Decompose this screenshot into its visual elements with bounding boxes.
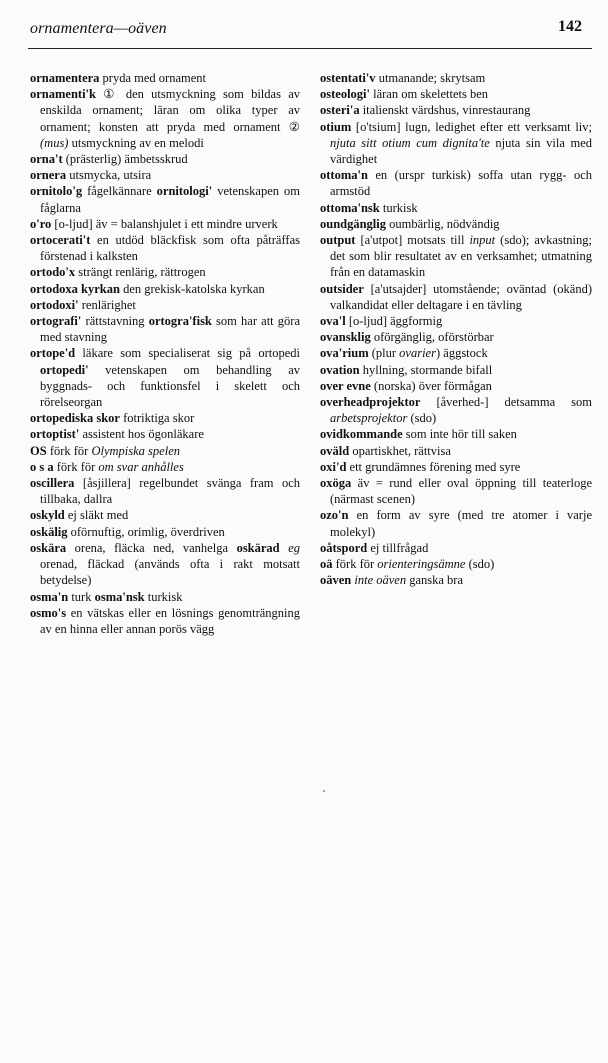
definition-text: turkisk	[144, 589, 183, 604]
definition-text: vetenskapen om behandling av byggnads- och funktionsfel i skelett och rörelseorgan	[40, 362, 300, 410]
dictionary-entry	[30, 475, 300, 507]
definition-text: förk för	[46, 443, 92, 458]
dictionary-entry	[320, 540, 592, 556]
definition-text: renlärighet	[78, 297, 136, 312]
dictionary-entry	[320, 556, 592, 572]
headword: overheadprojektor	[320, 395, 421, 410]
headword: ortope'd	[30, 346, 76, 361]
headword: ortopedi'	[40, 362, 89, 377]
headword: ornamentera	[30, 71, 100, 85]
definition-text: ganska bra	[406, 573, 464, 588]
definition-text: turk	[68, 589, 95, 604]
definition-text: (prästerlig) ämbetsskrud	[62, 152, 188, 167]
definition-text: ett grundämnes förening med syre	[346, 459, 521, 474]
headword: ornitologi'	[156, 184, 213, 199]
definition-text: en vätskas eller en lösnings genomträngning av en hinna eller annan porös vägg	[40, 605, 300, 636]
dictionary-entry	[30, 313, 300, 345]
running-head: ornamentera—oäven	[30, 20, 167, 37]
headword: ovation	[320, 362, 360, 377]
definition-text: ) äggstock	[435, 346, 488, 361]
italic-text: arbetsprojektor	[330, 411, 408, 426]
dictionary-entry	[30, 459, 300, 475]
italic-text: (mus)	[40, 135, 69, 150]
dictionary-column-right	[320, 70, 592, 589]
dictionary-entry	[320, 281, 592, 313]
headword: o'ro	[30, 216, 52, 231]
headword: oä	[320, 557, 333, 572]
definition-text: en (urspr turkisk) soffa utan rygg- och armstöd	[330, 168, 592, 199]
italic-text: orienteringsämne	[377, 557, 466, 572]
dictionary-entry	[30, 589, 300, 605]
dictionary-entry	[320, 426, 592, 442]
dictionary-entry	[320, 102, 592, 118]
dictionary-entry	[30, 264, 300, 280]
definition-text: italienskt värdshus, vinrestaurang	[359, 103, 531, 118]
definition-text: oförnuftig, orimlig, överdriven	[67, 524, 225, 539]
page-number: 142	[558, 18, 582, 35]
definition-text: utsmycka, utsira	[66, 168, 152, 183]
definition-text: ej tillfrågad	[367, 540, 429, 555]
headword: ova'l	[320, 314, 346, 329]
definition-text: fotriktiga skor	[119, 411, 195, 426]
definition-text: assistent hos ögonläkare	[79, 427, 204, 442]
headword: ornitolo'g	[30, 184, 83, 199]
header-rule	[28, 48, 592, 49]
dictionary-entry	[320, 86, 592, 102]
definition-text: rättstavning	[81, 314, 149, 329]
definition-text: som inte hör till saken	[402, 427, 517, 442]
definition-text: pryda med ornament	[99, 71, 206, 85]
headword: otium	[320, 119, 352, 134]
italic-text: om svar anhålles	[98, 459, 184, 474]
headword: ovidkommande	[320, 427, 403, 442]
dictionary-entry	[30, 151, 300, 167]
dictionary-entry	[320, 167, 592, 199]
dictionary-entry	[320, 572, 592, 588]
definition-text: ej släkt med	[64, 508, 129, 523]
dictionary-entry	[320, 345, 592, 361]
dictionary-entry	[320, 459, 592, 475]
dictionary-entry	[30, 167, 300, 183]
definition-text: (plur	[368, 346, 400, 361]
dictionary-entry	[320, 378, 592, 394]
definition-text: (sdo); avkastning; det som blir resultatet av en verksamhet; utmatning från en datamaskin	[330, 233, 592, 280]
definition-text: [åverhed-] detsamma som	[420, 395, 592, 410]
definition-text: strängt renlärig, rättrogen	[75, 265, 206, 280]
headword: oxöga	[320, 476, 352, 491]
definition-text: [o'tsium] lugn, ledighet efter ett verksamt liv;	[351, 119, 592, 134]
italic-text: ovarier	[399, 346, 436, 361]
dictionary-entry	[320, 329, 592, 345]
dictionary-entry	[320, 394, 592, 426]
headword: ostentati'v	[320, 71, 376, 85]
headword: oskälig	[30, 524, 68, 539]
headword: oskyld	[30, 508, 65, 523]
headword: osma'n	[30, 589, 69, 604]
headword: ortocerati't	[30, 233, 91, 248]
headword: osteologi'	[320, 87, 370, 102]
dictionary-entry	[320, 362, 592, 378]
headword: oskära	[30, 540, 67, 555]
dictionary-entry	[30, 345, 300, 410]
dictionary-entry	[30, 605, 300, 637]
italic-text: njuta sitt otium cum dignita'te	[330, 135, 490, 150]
definition-text: en utdöd bläckfisk som ofta påträffas förstenad i kalksten	[40, 233, 300, 264]
headword: ortogra'fisk	[148, 314, 212, 329]
italic-text: Olympiska spelen	[91, 443, 180, 458]
dictionary-entry	[30, 70, 300, 86]
headword: ortoptist'	[30, 427, 80, 442]
headword: oåtspord	[320, 540, 368, 555]
definition-text: [a'utsajder] utomstående; oväntad (okänd) valkandidat eller deltagare i en tävling	[330, 281, 592, 312]
italic-text: inte oäven	[354, 573, 407, 588]
headword: oväld	[320, 443, 350, 458]
definition-text: den grekisk-katolska kyrkan	[119, 281, 265, 296]
definition-text: (norska) över förmågan	[370, 378, 492, 393]
headword: osma'nsk	[94, 589, 145, 604]
definition-text: förk för	[332, 557, 378, 572]
definition-text: som har att göra med stavning	[40, 314, 300, 345]
dictionary-entry	[30, 297, 300, 313]
dictionary-entry	[30, 410, 300, 426]
definition-text: [o-ljud] äv = balanshjulet i ett mindre urverk	[51, 216, 278, 231]
dictionary-entry	[30, 232, 300, 264]
headword: o s a	[30, 459, 54, 474]
headword: output	[320, 233, 356, 248]
headword: oxi'd	[320, 459, 347, 474]
dictionary-entry	[30, 426, 300, 442]
definition-text: utmanande; skrytsam	[375, 71, 486, 85]
definition-text: [a'utpot] motsats till	[355, 233, 470, 248]
headword: orna't	[30, 152, 63, 167]
print-speck	[323, 790, 325, 792]
definition-text: oumbärlig, nödvändig	[386, 216, 500, 231]
definition-text: oförgänglig, oförstörbar	[370, 330, 494, 345]
italic-text: eg	[288, 540, 300, 555]
headword: oäven	[320, 573, 352, 588]
definition-text: förk för	[53, 459, 99, 474]
definition-text: orena, fläcka ned, vanhelga	[66, 540, 237, 555]
definition-text: fågelkännare	[82, 184, 157, 199]
headword: ortodoxi'	[30, 297, 79, 312]
definition-text	[280, 541, 289, 555]
dictionary-column-left	[30, 70, 300, 637]
definition-text: njuta sin vila med värdighet	[330, 135, 592, 167]
dictionary-entry	[320, 119, 592, 168]
dictionary-entry	[30, 183, 300, 215]
dictionary-entry	[320, 200, 592, 216]
dictionary-entry	[320, 216, 592, 232]
definition-text: orenad, fläckad (används ofta i rakt motsatt betydelse)	[40, 557, 300, 588]
headword: ottoma'n	[320, 168, 368, 183]
headword: ovansklig	[320, 330, 371, 345]
definition-text: en form av syre (med tre atomer i varje molekyl)	[330, 508, 592, 539]
headword: osteri'a	[320, 103, 360, 118]
headword: outsider	[320, 281, 364, 296]
dictionary-entry	[30, 524, 300, 540]
headword: ozo'n	[320, 508, 349, 523]
dictionary-entry	[320, 475, 592, 507]
headword: oscillera	[30, 476, 75, 491]
headword: ottoma'nsk	[320, 200, 380, 215]
definition-text: opartiskhet, rättvisa	[349, 443, 451, 458]
headword: ornera	[30, 168, 67, 183]
dictionary-entry	[30, 507, 300, 523]
definition-text: hyllning, stormande bifall	[359, 362, 493, 377]
dictionary-entry	[320, 443, 592, 459]
headword: ornamenti'k	[30, 87, 96, 102]
headword: over evne	[320, 378, 371, 393]
definition-text: [åsjillera] regelbundet svänga fram och tillbaka, dallra	[40, 476, 300, 507]
definition-text: utsmyckning av en melodi	[68, 135, 204, 150]
definition-text: [o-ljud] äggformig	[345, 314, 443, 329]
dictionary-entry	[30, 216, 300, 232]
italic-text: input	[469, 233, 496, 248]
dictionary-entry	[30, 540, 300, 589]
headword: ortografi'	[30, 314, 82, 329]
dictionary-entry	[320, 507, 592, 539]
dictionary-entry	[320, 70, 592, 86]
definition-text: (sdo)	[407, 411, 437, 426]
definition-text: ① den utsmyckning som bildas av enskilda ornament; läran om olika typer av ornament; konsten att pryda med ornament ②	[40, 87, 300, 134]
headword: ova'rium	[320, 346, 369, 361]
definition-text: vetenskapen om fåglarna	[40, 184, 300, 215]
dictionary-entry	[30, 281, 300, 297]
dictionary-entry	[30, 86, 300, 151]
dictionary-entry	[30, 443, 300, 459]
dictionary-entry	[320, 313, 592, 329]
headword: osmo's	[30, 605, 67, 620]
headword: OS	[30, 443, 47, 458]
definition-text: äv = rund eller oval öppning till teaterloge (närmast scenen)	[330, 476, 592, 507]
dictionary-entry	[320, 232, 592, 281]
headword: oundgänglig	[320, 216, 387, 231]
definition-text: turkisk	[379, 200, 418, 215]
headword: ortodoxa kyrkan	[30, 281, 120, 296]
definition-text: (sdo)	[465, 557, 495, 572]
headword: oskärad	[236, 540, 280, 555]
headword: ortopediska skor	[30, 411, 120, 426]
headword: ortodo'x	[30, 265, 76, 280]
definition-text: läkare som specialiserat sig på ortopedi	[75, 346, 300, 361]
definition-text: läran om skelettets ben	[370, 87, 489, 102]
